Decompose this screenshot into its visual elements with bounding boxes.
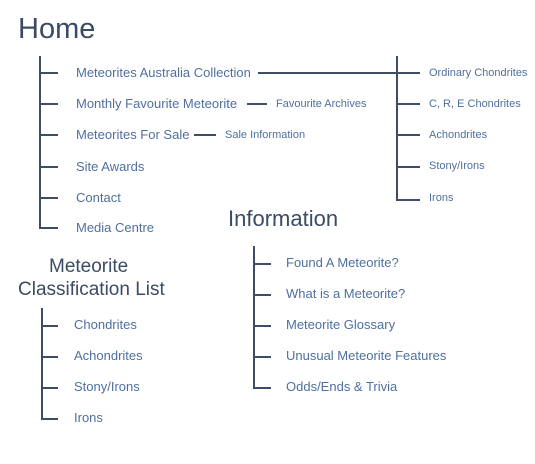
- collection-branch-3: [396, 134, 420, 136]
- collection-link-cre-chondrites[interactable]: C, R, E Chondrites: [429, 98, 521, 110]
- home-link-monthly-favourite[interactable]: Monthly Favourite Meteorite: [76, 96, 238, 111]
- collection-branch-2: [396, 103, 420, 105]
- collection-link-irons[interactable]: Irons: [429, 192, 454, 204]
- home-link-for-sale[interactable]: Meteorites For Sale: [76, 127, 190, 142]
- classification-branch-1: [41, 325, 58, 327]
- home-link-media-centre[interactable]: Media Centre: [76, 220, 155, 235]
- classification-branch-4: [41, 418, 58, 420]
- information-tree-trunk: [253, 246, 255, 389]
- classification-link-irons[interactable]: Irons: [74, 410, 103, 425]
- sale-information-connector: [194, 134, 216, 136]
- information-branch-2: [253, 294, 271, 296]
- collection-branch-1: [396, 72, 420, 74]
- information-branch-5: [253, 387, 271, 389]
- information-link-odds-ends-trivia[interactable]: Odds/Ends & Trivia: [286, 379, 398, 394]
- favourite-archives-connector: [247, 103, 267, 105]
- classification-branch-3: [41, 387, 58, 389]
- home-link-contact[interactable]: Contact: [76, 190, 121, 205]
- home-branch-5: [39, 197, 58, 199]
- home-branch-2: [39, 103, 58, 105]
- information-link-found-a-meteorite[interactable]: Found A Meteorite?: [286, 255, 399, 270]
- collection-link-ordinary-chondrites[interactable]: Ordinary Chondrites: [429, 67, 528, 79]
- collection-link-stony-irons[interactable]: Stony/Irons: [429, 160, 485, 172]
- home-branch-3: [39, 134, 58, 136]
- home-branch-4: [39, 166, 58, 168]
- home-link-collection[interactable]: Meteorites Australia Collection: [76, 65, 251, 80]
- home-link-site-awards[interactable]: Site Awards: [76, 159, 145, 174]
- information-branch-3: [253, 325, 271, 327]
- information-link-what-is-a-meteorite[interactable]: What is a Meteorite?: [286, 286, 406, 301]
- information-branch-4: [253, 356, 271, 358]
- collection-branch-4: [396, 166, 420, 168]
- home-branch-1: [39, 72, 58, 74]
- sale-information-link[interactable]: Sale Information: [225, 129, 306, 141]
- information-link-meteorite-glossary[interactable]: Meteorite Glossary: [286, 317, 396, 332]
- classification-title-line2[interactable]: Classification List: [18, 279, 165, 300]
- favourite-archives-link[interactable]: Favourite Archives: [276, 98, 367, 110]
- classification-link-chondrites[interactable]: Chondrites: [74, 317, 137, 332]
- classification-link-stony-irons[interactable]: Stony/Irons: [74, 379, 140, 394]
- home-title[interactable]: Home: [18, 13, 96, 45]
- classification-title-line1[interactable]: Meteorite: [49, 256, 129, 277]
- classification-branch-2: [41, 356, 58, 358]
- collection-branch-5: [396, 199, 420, 201]
- home-branch-6: [39, 227, 58, 229]
- collection-tree-trunk: [396, 56, 398, 201]
- collection-link-achondrites[interactable]: Achondrites: [429, 129, 488, 141]
- information-title[interactable]: Information: [228, 206, 339, 231]
- home-tree-trunk: [39, 56, 41, 229]
- information-branch-1: [253, 263, 271, 265]
- information-link-unusual-features[interactable]: Unusual Meteorite Features: [286, 348, 447, 363]
- classification-link-achondrites[interactable]: Achondrites: [74, 348, 143, 363]
